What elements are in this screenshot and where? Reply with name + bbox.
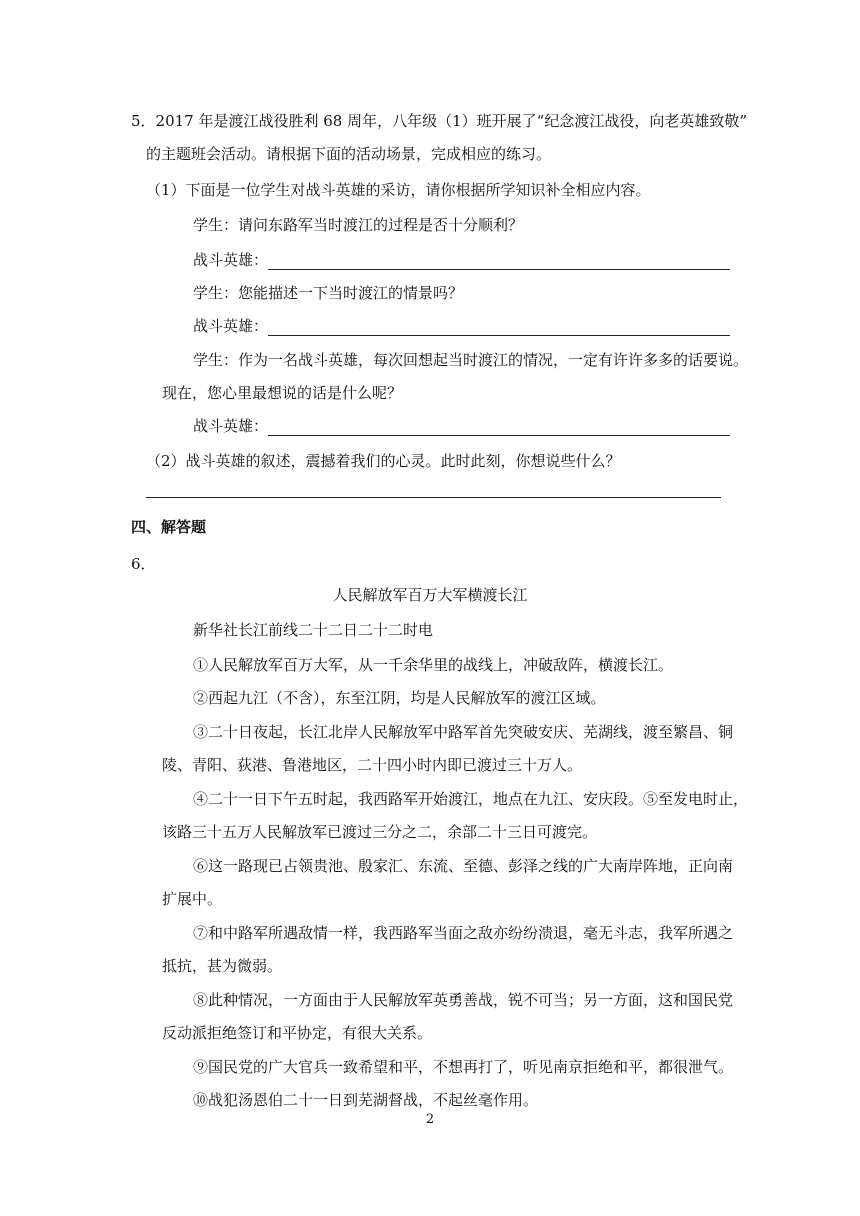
- paragraph-6-line2: 扩展中。: [162, 890, 223, 908]
- paragraph-10: ⑩战犯汤恩伯二十一日到芜湖督战，不起丝毫作用。: [193, 1091, 539, 1109]
- answer-blank-line[interactable]: [268, 335, 730, 336]
- q5-intro-line1: 5．2017 年是渡江战役胜利 68 周年，八年级（1）班开展了“纪念渡江战役，向老英雄致敬”: [131, 112, 747, 130]
- dialogue-student-q3-line1: 学生：作为一名战斗英雄，每次回想起当时渡江的情况，一定有许许多多的话要说。: [193, 351, 749, 369]
- answer-blank-line[interactable]: [268, 269, 730, 270]
- paragraph-3-line2: 陵、青阳、荻港、鲁港地区，二十四小时内即已渡过三十万人。: [162, 756, 583, 774]
- hero-label: 战斗英雄：: [193, 251, 269, 269]
- section-heading: 四、解答题: [131, 518, 207, 536]
- hero-label: 战斗英雄：: [193, 417, 269, 435]
- q5-part1-prompt: （1）下面是一位学生对战斗英雄的采访，请你根据所学知识补全相应内容。: [146, 181, 651, 199]
- answer-blank-line[interactable]: [268, 435, 730, 436]
- paragraph-1: ①人民解放军百万大军，从一千余华里的战线上，冲破敌阵，横渡长江。: [193, 656, 674, 674]
- hero-label: 战斗英雄：: [193, 317, 269, 335]
- article-title: 人民解放军百万大军横渡长江: [332, 586, 528, 604]
- paragraph-8-line2: 反动派拒绝签订和平协定，有很大关系。: [162, 1024, 433, 1042]
- paragraph-8-line1: ⑧此种情况，一方面由于人民解放军英勇善战，锐不可当；另一方面，这和国民党: [193, 991, 734, 1009]
- paragraph-7-line2: 抵抗，甚为微弱。: [162, 957, 283, 975]
- page-number: 2: [425, 1112, 435, 1127]
- dialogue-student-q2: 学生：您能描述一下当时渡江的情景吗？: [193, 284, 464, 302]
- paragraph-4-line1: ④二十一日下午五时起，我西路军开始渡江，地点在九江、安庆段。⑤至发电时止，: [193, 790, 749, 808]
- article-dateline: 新华社长江前线二十二日二十二时电: [193, 621, 434, 639]
- paragraph-4-line2: 该路三十五万人民解放军已渡过三分之二，余部二十三日可渡完。: [162, 823, 598, 841]
- paragraph-3-line1: ③二十日夜起，长江北岸人民解放军中路军首先突破安庆、芜湖线，渡至繁昌、铜: [193, 723, 734, 741]
- paragraph-7-line1: ⑦和中路军所遇敌情一样，我西路军当面之敌亦纷纷溃退，毫无斗志，我军所遇之: [193, 924, 734, 942]
- dialogue-student-q3-line2: 现在，您心里最想说的话是什么呢？: [162, 384, 403, 402]
- q5-part2-prompt: （2）战斗英雄的叙述，震撼着我们的心灵。此时此刻，你想说些什么？: [146, 452, 621, 470]
- q5-intro-line2: 的主题班会活动。请根据下面的活动场景，完成相应的练习。: [146, 145, 552, 163]
- paragraph-6-line1: ⑥这一路现已占领贵池、殷家汇、东流、至德、彭泽之线的广大南岸阵地，正向南: [193, 857, 734, 875]
- hero-answer-2: [193, 316, 730, 336]
- dialogue-student-q1: 学生：请问东路军当时渡江的过程是否十分顺利？: [193, 216, 524, 234]
- q6-number: 6．: [131, 555, 156, 573]
- paragraph-9: ⑨国民党的广大官兵一致希望和平，不想再打了，听见南京拒绝和平，都很泄气。: [193, 1058, 734, 1076]
- hero-answer-1: [193, 250, 730, 270]
- paragraph-2: ②西起九江（不含），东至江阴，均是人民解放军的渡江区域。: [193, 689, 606, 707]
- answer-blank-line-part2[interactable]: [146, 497, 721, 498]
- hero-answer-3: [193, 416, 730, 436]
